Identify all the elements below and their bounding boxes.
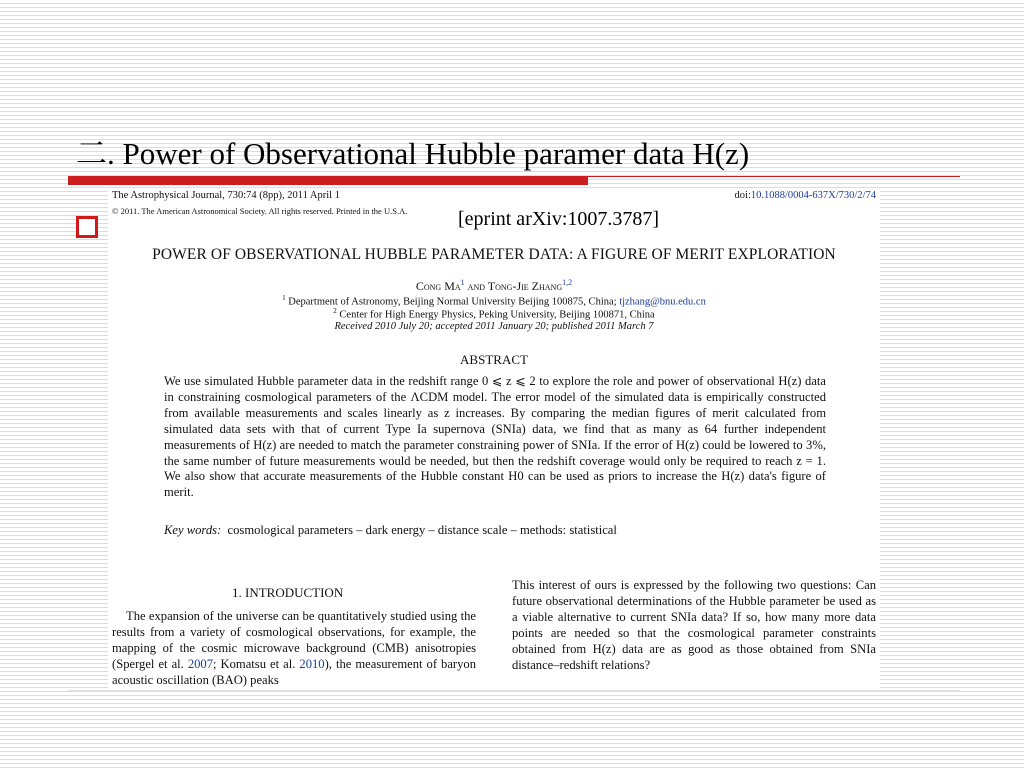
affil-2-sup: 2 — [333, 307, 337, 315]
affil-1-email-link[interactable]: tjzhang@bnu.edu.cn — [619, 296, 706, 308]
intro-left-b: ; Komatsu et al. — [213, 656, 300, 671]
intro-left-column — [112, 609, 476, 689]
doi — [735, 190, 876, 201]
abstract-text: We use simulated Hubble parameter data in the redshift range 0 ⩽ z ⩽ 2 to explore the role and power of observational H(z) data in constraining cosmological parameters of the ΛCDM model. The error model of the simulated data is empirically constructed from available measurements and scales linearly as z increases. By comparing the median figures of merit calculated from simulated data sets with that of current Type Ia supernova (SNIa) data, we find that as many as 64 further independent measurements of H(z) are needed to match the parameter constraining power of SNIa. If the error of H(z) could be lowered to 3%, the same number of future measurements would be needed, but then the redshift coverage would only be required to reach z = 1. We also show that accurate measurements of the Hubble constant H0 can be used as priors to increase the H(z) data's figure of merit. — [164, 374, 826, 500]
author-1-sup: 1 — [460, 278, 465, 287]
doi-link[interactable]: 10.1088/0004-637X/730/2/74 — [750, 190, 876, 201]
abstract-heading: ABSTRACT — [460, 352, 528, 367]
affil-2-text: Center for High Energy Physics, Peking University, Beijing 100871, China — [336, 309, 655, 321]
paper-title: POWER OF OBSERVATIONAL HUBBLE PARAMETER DATA: A FIGURE OF MERIT EXPLORATION — [152, 246, 836, 263]
eprint-label: [eprint arXiv:1007.3787] — [458, 208, 660, 230]
paper-screenshot — [108, 188, 880, 690]
author-and: and — [464, 279, 488, 293]
author-2-sup: 1,2 — [562, 278, 573, 287]
affiliation-2 — [108, 307, 880, 321]
keywords — [164, 523, 617, 538]
slide-title: 二. Power of Observational Hubble paramer data H(z) — [76, 136, 750, 171]
affiliation-1 — [108, 294, 880, 308]
affil-1-text: Department of Astronomy, Beijing Normal University Beijing 100875, China; — [285, 296, 620, 308]
received-dates: Received 2010 July 20; accepted 2011 January 20; published 2011 March 7 — [334, 321, 654, 332]
authors — [108, 278, 880, 294]
doi-prefix: doi: — [734, 190, 751, 201]
title-accent-line — [588, 176, 960, 177]
bottom-divider — [68, 690, 960, 691]
affil-1-sup: 1 — [282, 294, 286, 302]
intro-right-column: This interest of ours is expressed by the following two questions: Can future observational determinations of the Hubble parameter be used as a viable alternative to current SNIa data? If so, how many more data points are needed so that the cosmological parameter constraints obtained from H(z) data are as good as those obtained from SNIa distance–redshift relations? — [512, 578, 876, 672]
intro-left-c: ), the measurement of baryon acoustic oscillation (BAO) peaks — [112, 656, 476, 687]
title-accent-bar — [68, 176, 588, 185]
citation-link[interactable]: 2007 — [187, 656, 214, 671]
keywords-text: cosmological parameters – dark energy – distance scale – methods: statistical — [221, 523, 617, 537]
copyright-line: © 2011. The American Astronomical Society. All rights reserved. Printed in the U.S.A. — [112, 206, 408, 216]
intro-heading: 1. INTRODUCTION — [232, 585, 344, 600]
author-1: Cong Ma — [415, 279, 461, 293]
citation-link[interactable]: 2010 — [299, 656, 325, 671]
intro-left-a: The expansion of the universe can be quantitatively studied using the results from a variety of cosmological observations, for example, the mapping of the cosmic microwave background (CMB) anisotropies (Spergel et al. — [112, 609, 476, 671]
author-2: Tong-Jie Zhang — [487, 279, 563, 293]
bullet-square-icon — [76, 216, 98, 238]
keywords-label: Key words: — [164, 523, 222, 537]
journal-header: The Astrophysical Journal, 730:74 (8pp), 2011 April 1 — [112, 190, 340, 201]
